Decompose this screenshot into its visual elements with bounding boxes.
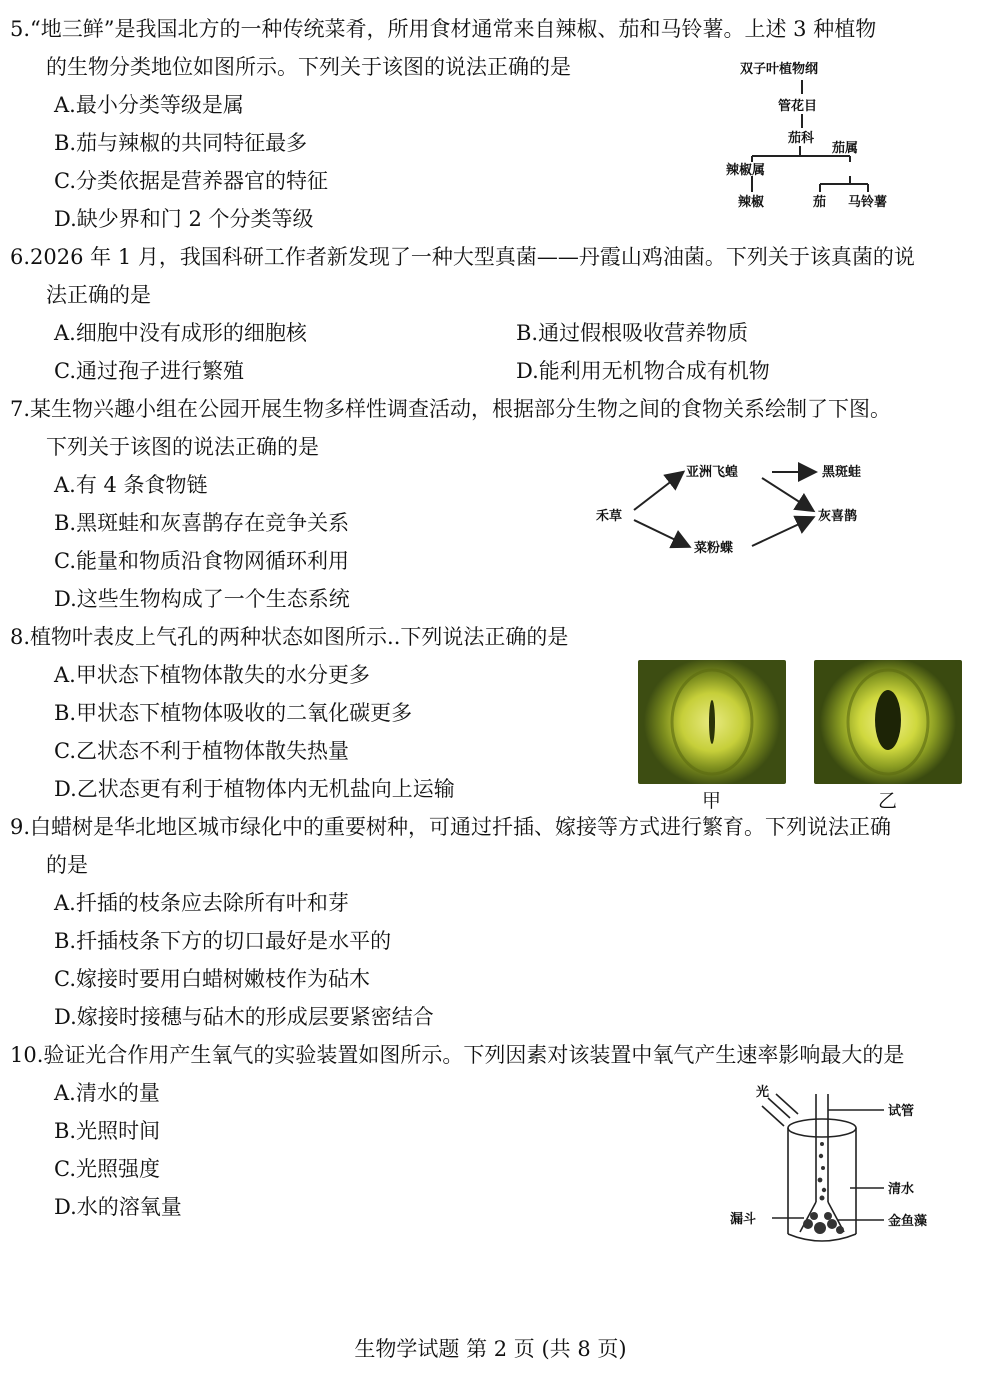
taxon-order: 管花目 <box>778 99 818 114</box>
apparatus-hornwort-label: 金鱼藻 <box>888 1214 928 1229</box>
q6-option-d: D.能利用无机物合成有机物 <box>516 359 770 383</box>
apparatus-water-label: 清水 <box>888 1182 915 1197</box>
taxon-class: 双子叶植物纲 <box>740 62 819 77</box>
q5-stem-line2: 的生物分类地位如图所示。下列关于该图的说法正确的是 <box>46 55 571 79</box>
q8-option-a: A.甲状态下植物体散失的水分更多 <box>54 663 370 687</box>
stomata-open-image <box>814 660 962 784</box>
q7-stem-line1: 7.某生物兴趣小组在公园开展生物多样性调查活动，根据部分生物之间的食物关系绘制了下图。 <box>10 397 892 421</box>
q6-option-c: C.通过孢子进行繁殖 <box>54 359 244 383</box>
stomata-caption-yi: 乙 <box>878 790 898 812</box>
q7-stem-line2: 下列关于该图的说法正确的是 <box>46 435 319 459</box>
q10-option-a: A.清水的量 <box>54 1081 160 1105</box>
taxon-family: 茄科 <box>788 131 815 146</box>
foodweb-butterfly: 菜粉蝶 <box>694 541 734 556</box>
apparatus-light-label: 光 <box>756 1085 770 1100</box>
q7-option-a: A.有 4 条食物链 <box>54 473 208 497</box>
taxon-pepper: 辣椒 <box>738 195 765 210</box>
q5-option-c: C.分类依据是营养器官的特征 <box>54 169 328 193</box>
q6-stem-line2: 法正确的是 <box>46 283 151 307</box>
q5-option-d: D.缺少界和门 2 个分类等级 <box>54 207 314 231</box>
q9-stem-line1: 9.白蜡树是华北地区城市绿化中的重要树种，可通过扦插、嫁接等方式进行繁育。下列说法正确 <box>10 815 892 839</box>
photosynthesis-apparatus-diagram <box>728 1084 948 1254</box>
taxon-potato: 马铃薯 <box>848 195 888 210</box>
taxon-genus-pepper: 辣椒属 <box>726 163 766 178</box>
q6-stem-line1: 6.2026 年 1 月，我国科研工作者新发现了一种大型真菌——丹霞山鸡油菌。下列关于该真菌的说 <box>10 245 915 269</box>
stomata-caption-jia: 甲 <box>702 790 722 812</box>
foodweb-frog: 黑斑蛙 <box>822 465 862 480</box>
q10-option-d: D.水的溶氧量 <box>54 1195 182 1219</box>
food-web-diagram <box>590 458 890 568</box>
q5-option-b: B.茄与辣椒的共同特征最多 <box>54 131 308 155</box>
q5-option-a: A.最小分类等级是属 <box>54 93 244 117</box>
page-footer: 生物学试题 第 2 页 (共 8 页) <box>354 1337 627 1361</box>
q7-option-c: C.能量和物质沿食物网循环利用 <box>54 549 349 573</box>
q5-stem-line1: 5.“地三鲜”是我国北方的一种传统菜肴，所用食材通常来自辣椒、茄和马铃薯。上述 3 种植物 <box>10 17 877 41</box>
stomata-closed-image <box>638 660 786 784</box>
q7-option-b: B.黑斑蛙和灰喜鹊存在竞争关系 <box>54 511 350 535</box>
apparatus-funnel-label: 漏斗 <box>730 1212 757 1227</box>
q8-option-c: C.乙状态不利于植物体散失热量 <box>54 739 349 763</box>
taxon-genus-solanum: 茄属 <box>832 141 859 156</box>
q9-stem-line2: 的是 <box>46 853 88 877</box>
q10-stem: 10.验证光合作用产生氧气的实验装置如图所示。下列因素对该装置中氧气产生速率影响最大的是 <box>10 1043 905 1067</box>
foodweb-grass: 禾草 <box>596 509 623 524</box>
q8-stem: 8.植物叶表皮上气孔的两种状态如图所示..下列说法正确的是 <box>10 625 569 649</box>
q10-option-b: B.光照时间 <box>54 1119 161 1143</box>
q8-option-d: D.乙状态更有利于植物体内无机盐向上运输 <box>54 777 455 801</box>
foodweb-locust: 亚洲飞蝗 <box>686 465 739 480</box>
q9-option-c: C.嫁接时要用白蜡树嫩枝作为砧木 <box>54 967 370 991</box>
q9-option-a: A.扦插的枝条应去除所有叶和芽 <box>54 891 349 915</box>
q9-option-d: D.嫁接时接穗与砧木的形成层要紧密结合 <box>54 1005 434 1029</box>
taxonomy-diagram <box>720 56 910 216</box>
q10-option-c: C.光照强度 <box>54 1157 160 1181</box>
q9-option-b: B.扦插枝条下方的切口最好是水平的 <box>54 929 392 953</box>
apparatus-test-tube-label: 试管 <box>888 1104 915 1119</box>
q6-option-b: B.通过假根吸收营养物质 <box>516 321 749 345</box>
taxon-eggplant: 茄 <box>813 195 827 210</box>
q6-option-a: A.细胞中没有成形的细胞核 <box>54 321 307 345</box>
q8-option-b: B.甲状态下植物体吸收的二氧化碳更多 <box>54 701 413 725</box>
q7-option-d: D.这些生物构成了一个生态系统 <box>54 587 350 611</box>
foodweb-magpie: 灰喜鹊 <box>818 509 858 524</box>
